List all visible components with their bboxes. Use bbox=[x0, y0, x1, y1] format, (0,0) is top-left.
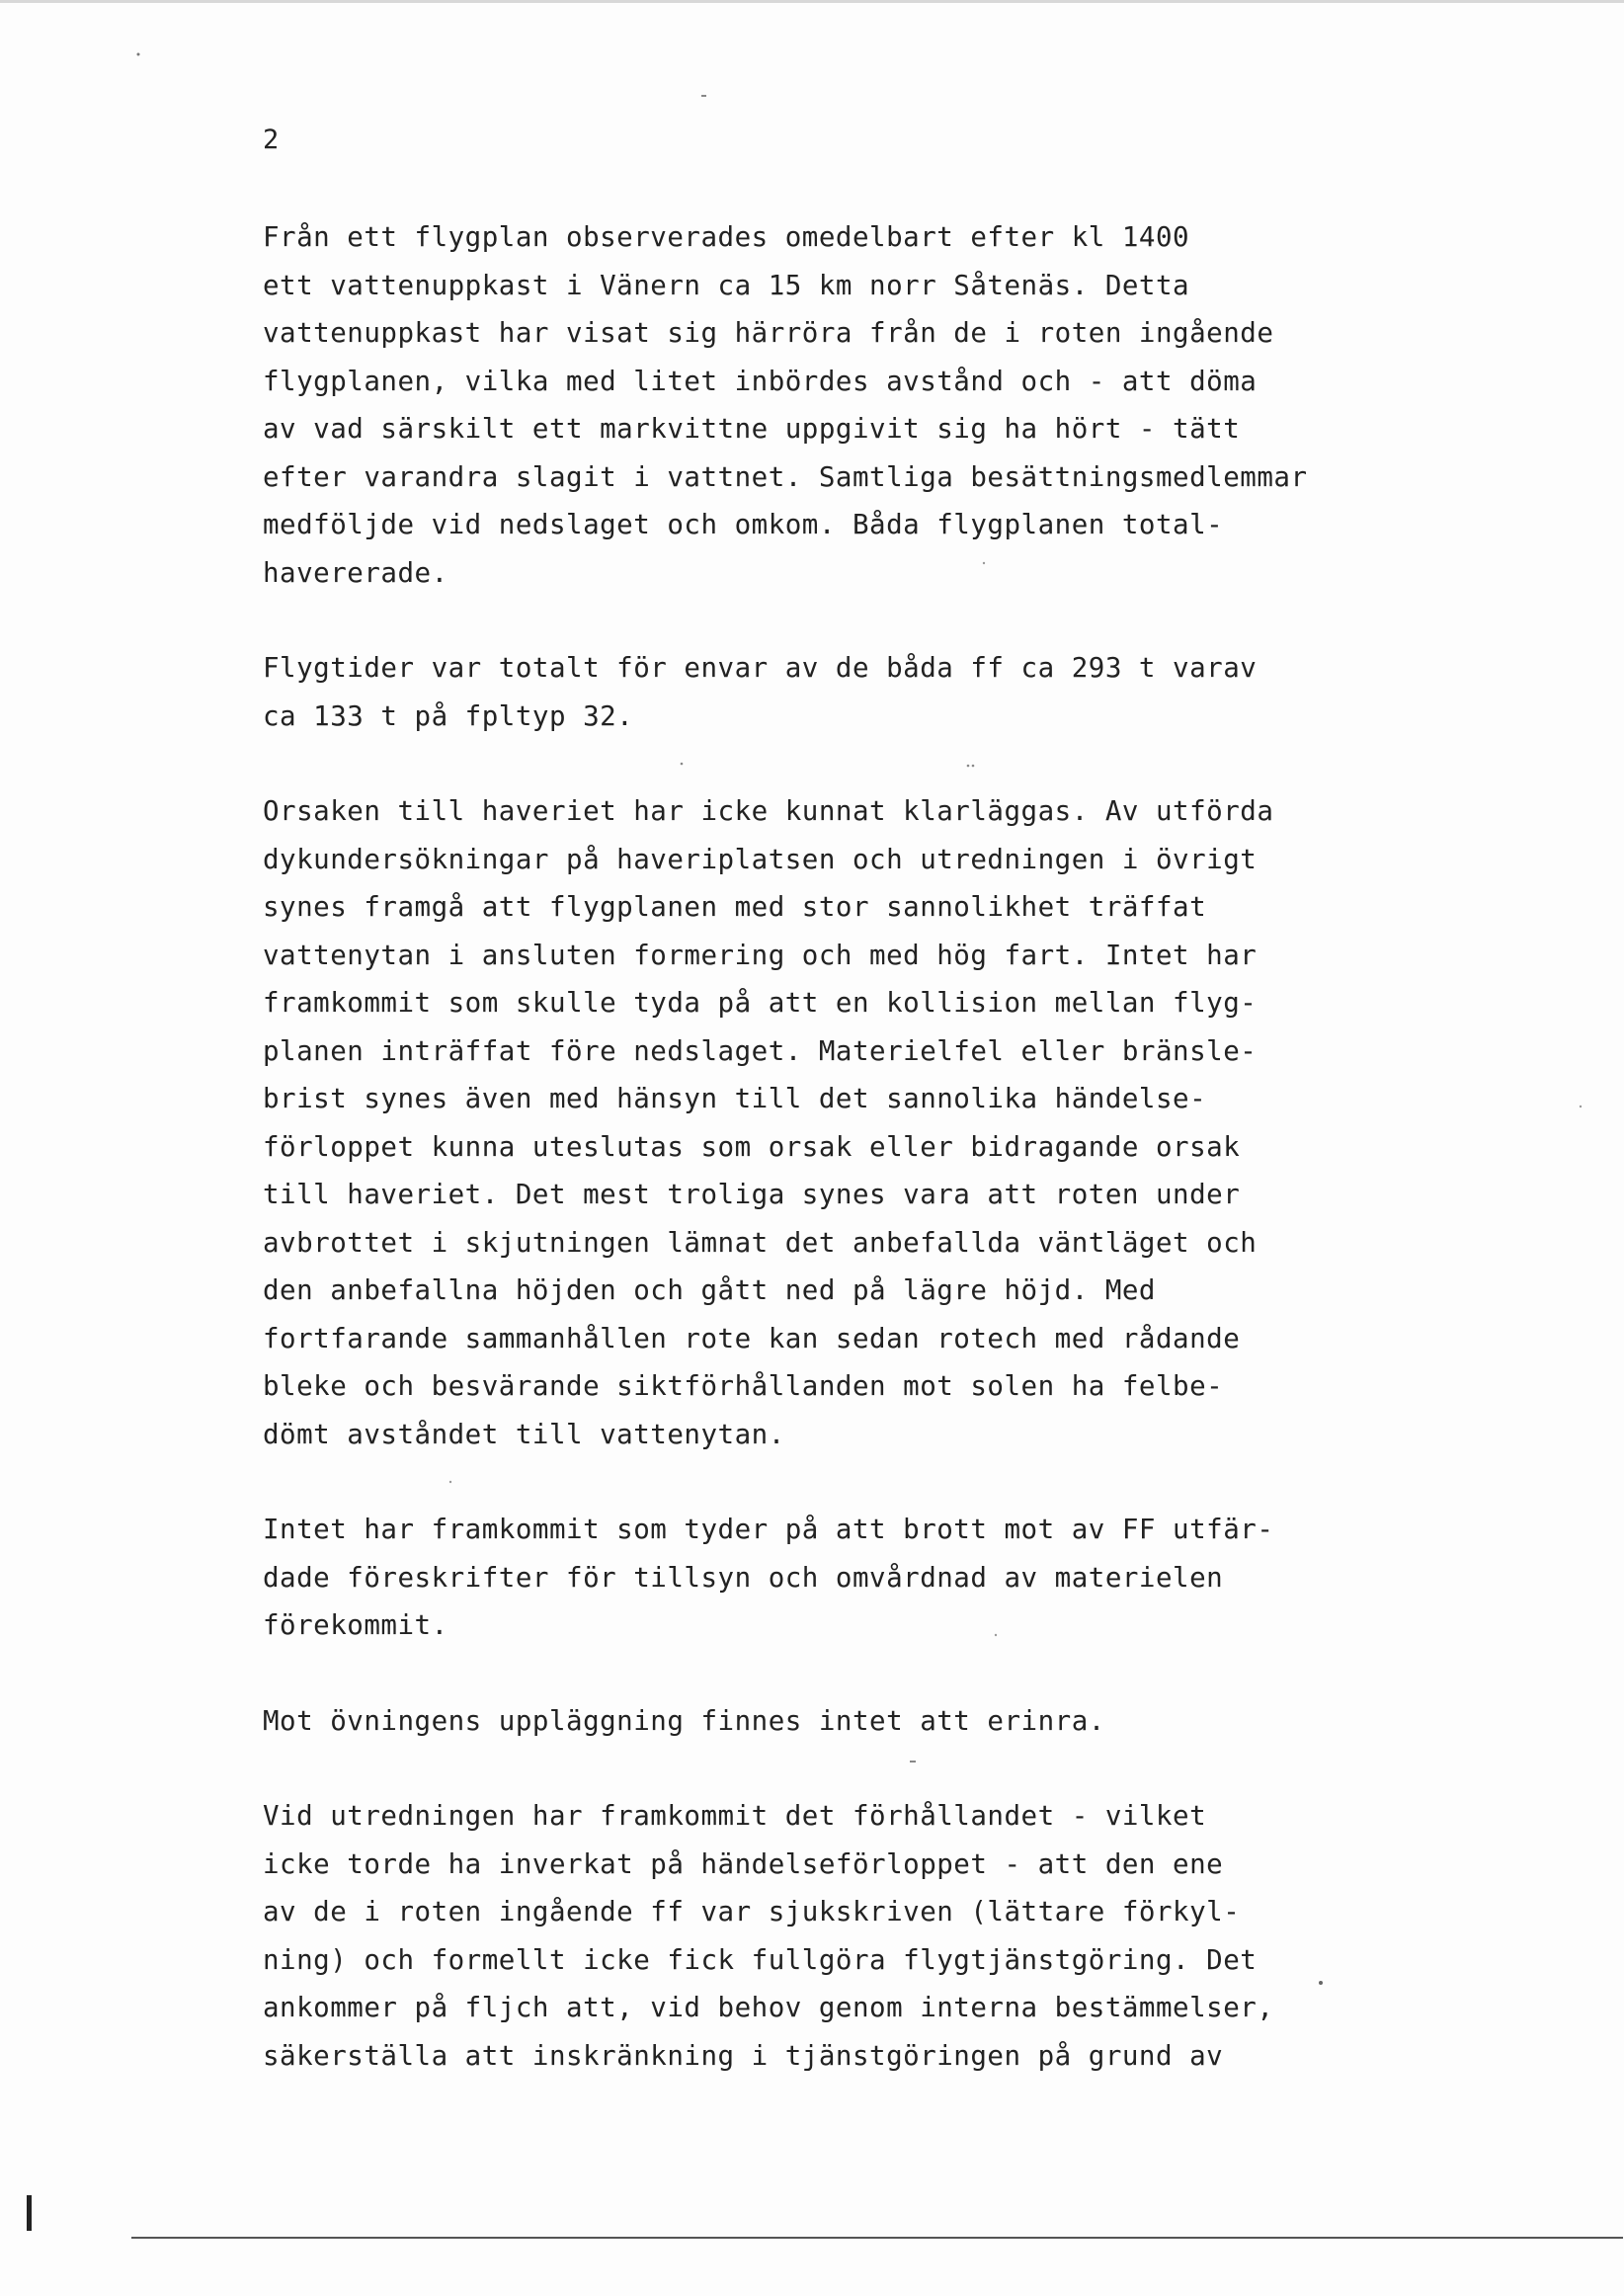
paragraph-regulations bbox=[263, 1506, 1330, 1650]
paragraph-sick-leave bbox=[263, 1792, 1330, 2080]
text-line: brist synes även med hänsyn till det sannolika händelse- bbox=[263, 1083, 1207, 1114]
scan-speck bbox=[701, 95, 706, 97]
text-line: dömt avståndet till vattenytan. bbox=[263, 1418, 785, 1450]
text-line: vattenuppkast har visat sig härröra från de i roten ingående bbox=[263, 317, 1274, 349]
text-line: förloppet kunna uteslutas som orsak eller bidragande orsak bbox=[263, 1130, 1241, 1163]
text-line: avbrottet i skjutningen lämnat det anbefallda väntläget och bbox=[263, 1226, 1258, 1259]
paragraph-flight-times bbox=[263, 644, 1330, 740]
paragraph-cause bbox=[263, 787, 1330, 1458]
text-line: ca 133 t på fpltyp 32. bbox=[263, 699, 634, 732]
bottom-rule bbox=[131, 2237, 1623, 2239]
text-line: synes framgå att flygplanen med stor sannolikhet träffat bbox=[263, 891, 1207, 923]
text-line: säkerställa att inskränkning i tjänstgöringen på grund av bbox=[263, 2039, 1224, 2072]
text-line: bleke och besvärande siktförhållanden mot solen ha felbe- bbox=[263, 1370, 1224, 1402]
text-line: Vid utredningen har framkommit det förhållandet - vilket bbox=[263, 1800, 1207, 1832]
body-text bbox=[263, 213, 1330, 2127]
text-line: Orsaken till haveriet har icke kunnat klarläggas. Av utförda bbox=[263, 795, 1274, 827]
text-line: förekommit. bbox=[263, 1609, 448, 1641]
paragraph-exercise bbox=[263, 1697, 1330, 1746]
text-line: Från ett flygplan observerades omedelbart efter kl 1400 bbox=[263, 221, 1190, 253]
text-line: av vad särskilt ett markvittne uppgivit sig ha hört - tätt bbox=[263, 413, 1241, 445]
text-line: av de i roten ingående ff var sjukskriven (lättare förkyl- bbox=[263, 1896, 1241, 1927]
text-line: planen inträffat före nedslaget. Materielfel eller bränsle- bbox=[263, 1034, 1258, 1067]
text-line: till haveriet. Det mest troliga synes vara att roten under bbox=[263, 1179, 1241, 1210]
text-line: vattenytan i ansluten formering och med hög fart. Intet har bbox=[263, 939, 1258, 971]
text-line: medföljde vid nedslaget och omkom. Båda flygplanen total- bbox=[263, 509, 1224, 540]
text-line: Intet har framkommit som tyder på att brott mot av FF utfär- bbox=[263, 1514, 1274, 1545]
text-line: dykundersökningar på haveriplatsen och utredningen i övrigt bbox=[263, 843, 1258, 875]
margin-mark bbox=[27, 2195, 32, 2231]
scan-speck bbox=[1580, 1106, 1582, 1107]
text-line: efter varandra slagit i vattnet. Samtliga besättningsmedlemmar bbox=[263, 460, 1308, 493]
text-line: Mot övningens uppläggning finnes intet att erinra. bbox=[263, 1704, 1105, 1737]
text-line: framkommit som skulle tyda på att en kollision mellan flyg- bbox=[263, 987, 1258, 1019]
text-line: ning) och formellt icke fick fullgöra flygtjänstgöring. Det bbox=[263, 1943, 1258, 1976]
paragraph-observation bbox=[263, 213, 1330, 597]
text-line: den anbefallna höjden och gått ned på lägre höjd. Med bbox=[263, 1274, 1156, 1306]
text-line: havererade. bbox=[263, 556, 448, 589]
top-edge-rule bbox=[0, 0, 1624, 3]
text-line: Flygtider var totalt för envar av de båda ff ca 293 t varav bbox=[263, 652, 1258, 684]
text-line: icke torde ha inverkat på händelseförloppet - att den ene bbox=[263, 1847, 1224, 1880]
scan-speck bbox=[137, 53, 140, 56]
text-line: flygplanen, vilka med litet inbördes avstånd och - att döma bbox=[263, 365, 1258, 397]
text-line: dade föreskrifter för tillsyn och omvårdnad av materielen bbox=[263, 1561, 1224, 1594]
page-number: 2 bbox=[263, 124, 281, 155]
text-line: ankommer på fljch att, vid behov genom interna bestämmelser, bbox=[263, 1992, 1274, 2023]
text-line: ett vattenuppkast i Vänern ca 15 km norr Såtenäs. Detta bbox=[263, 269, 1190, 301]
text-line: fortfarande sammanhållen rote kan sedan rotech med rådande bbox=[263, 1322, 1241, 1354]
